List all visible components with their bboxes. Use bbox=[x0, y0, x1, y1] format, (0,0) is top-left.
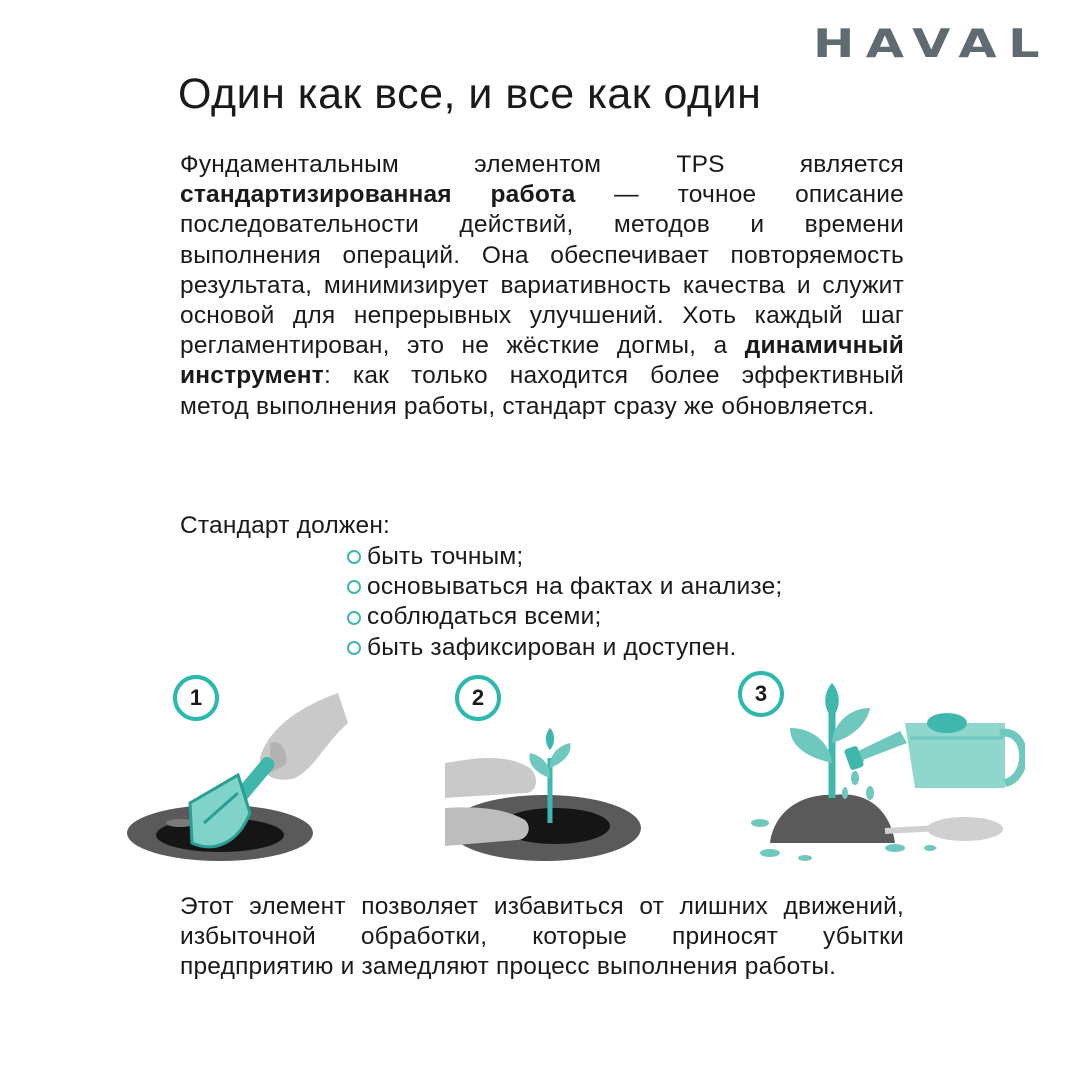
circle-bullet-icon bbox=[347, 580, 361, 594]
highlight-dynamic-tool: динамичный инструмент bbox=[180, 332, 904, 390]
circle-bullet-icon bbox=[347, 611, 361, 625]
circle-bullet-icon bbox=[347, 641, 361, 655]
step-3-badge: 3 bbox=[738, 671, 784, 717]
intro-paragraph: Фундаментальным элементом TPS является стандартизированная работа — точное описание последовательности действий, методов и времени выполнения операций. Она обеспечивает повторяемость результата, минимизирует вариативность качества и служит основой для непрерывных улучшений. Хоть каждый шаг регламентирован, это не жёсткие догмы, а динамичный инструмент: как только находится более эффективный метод выполнения работы, стандарт сразу же обновляется. bbox=[180, 151, 904, 420]
watering-can-plant-icon bbox=[735, 683, 1025, 878]
list-item: основываться на фактах и анализе; bbox=[347, 572, 782, 602]
haval-logo bbox=[813, 26, 1053, 60]
list-item: быть зафиксирован и доступен. bbox=[347, 633, 782, 663]
step-1-badge: 1 bbox=[173, 675, 219, 721]
step-2-badge: 2 bbox=[455, 675, 501, 721]
trowel-digging-icon bbox=[120, 683, 420, 878]
highlight-standardized-work: стандартизированная работа bbox=[180, 181, 576, 209]
list-item: соблюдаться всеми; bbox=[347, 602, 782, 632]
svg-text:HAVAL: HAVAL bbox=[813, 26, 1051, 60]
hands-planting-sprout-icon bbox=[445, 728, 645, 878]
outro-paragraph: Этот элемент позволяет избавиться от лишних движений, избыточной обработки, которые приносят убытки предприятию и замедляют процесс выполнения работы. bbox=[180, 893, 904, 981]
list-item: быть точным; bbox=[347, 542, 782, 572]
steps-illustration bbox=[120, 668, 1020, 878]
page-title: Один как все, и все как один bbox=[178, 70, 762, 118]
circle-bullet-icon bbox=[347, 550, 361, 564]
standard-label: Стандарт должен: bbox=[180, 512, 391, 539]
standard-list bbox=[347, 542, 782, 663]
